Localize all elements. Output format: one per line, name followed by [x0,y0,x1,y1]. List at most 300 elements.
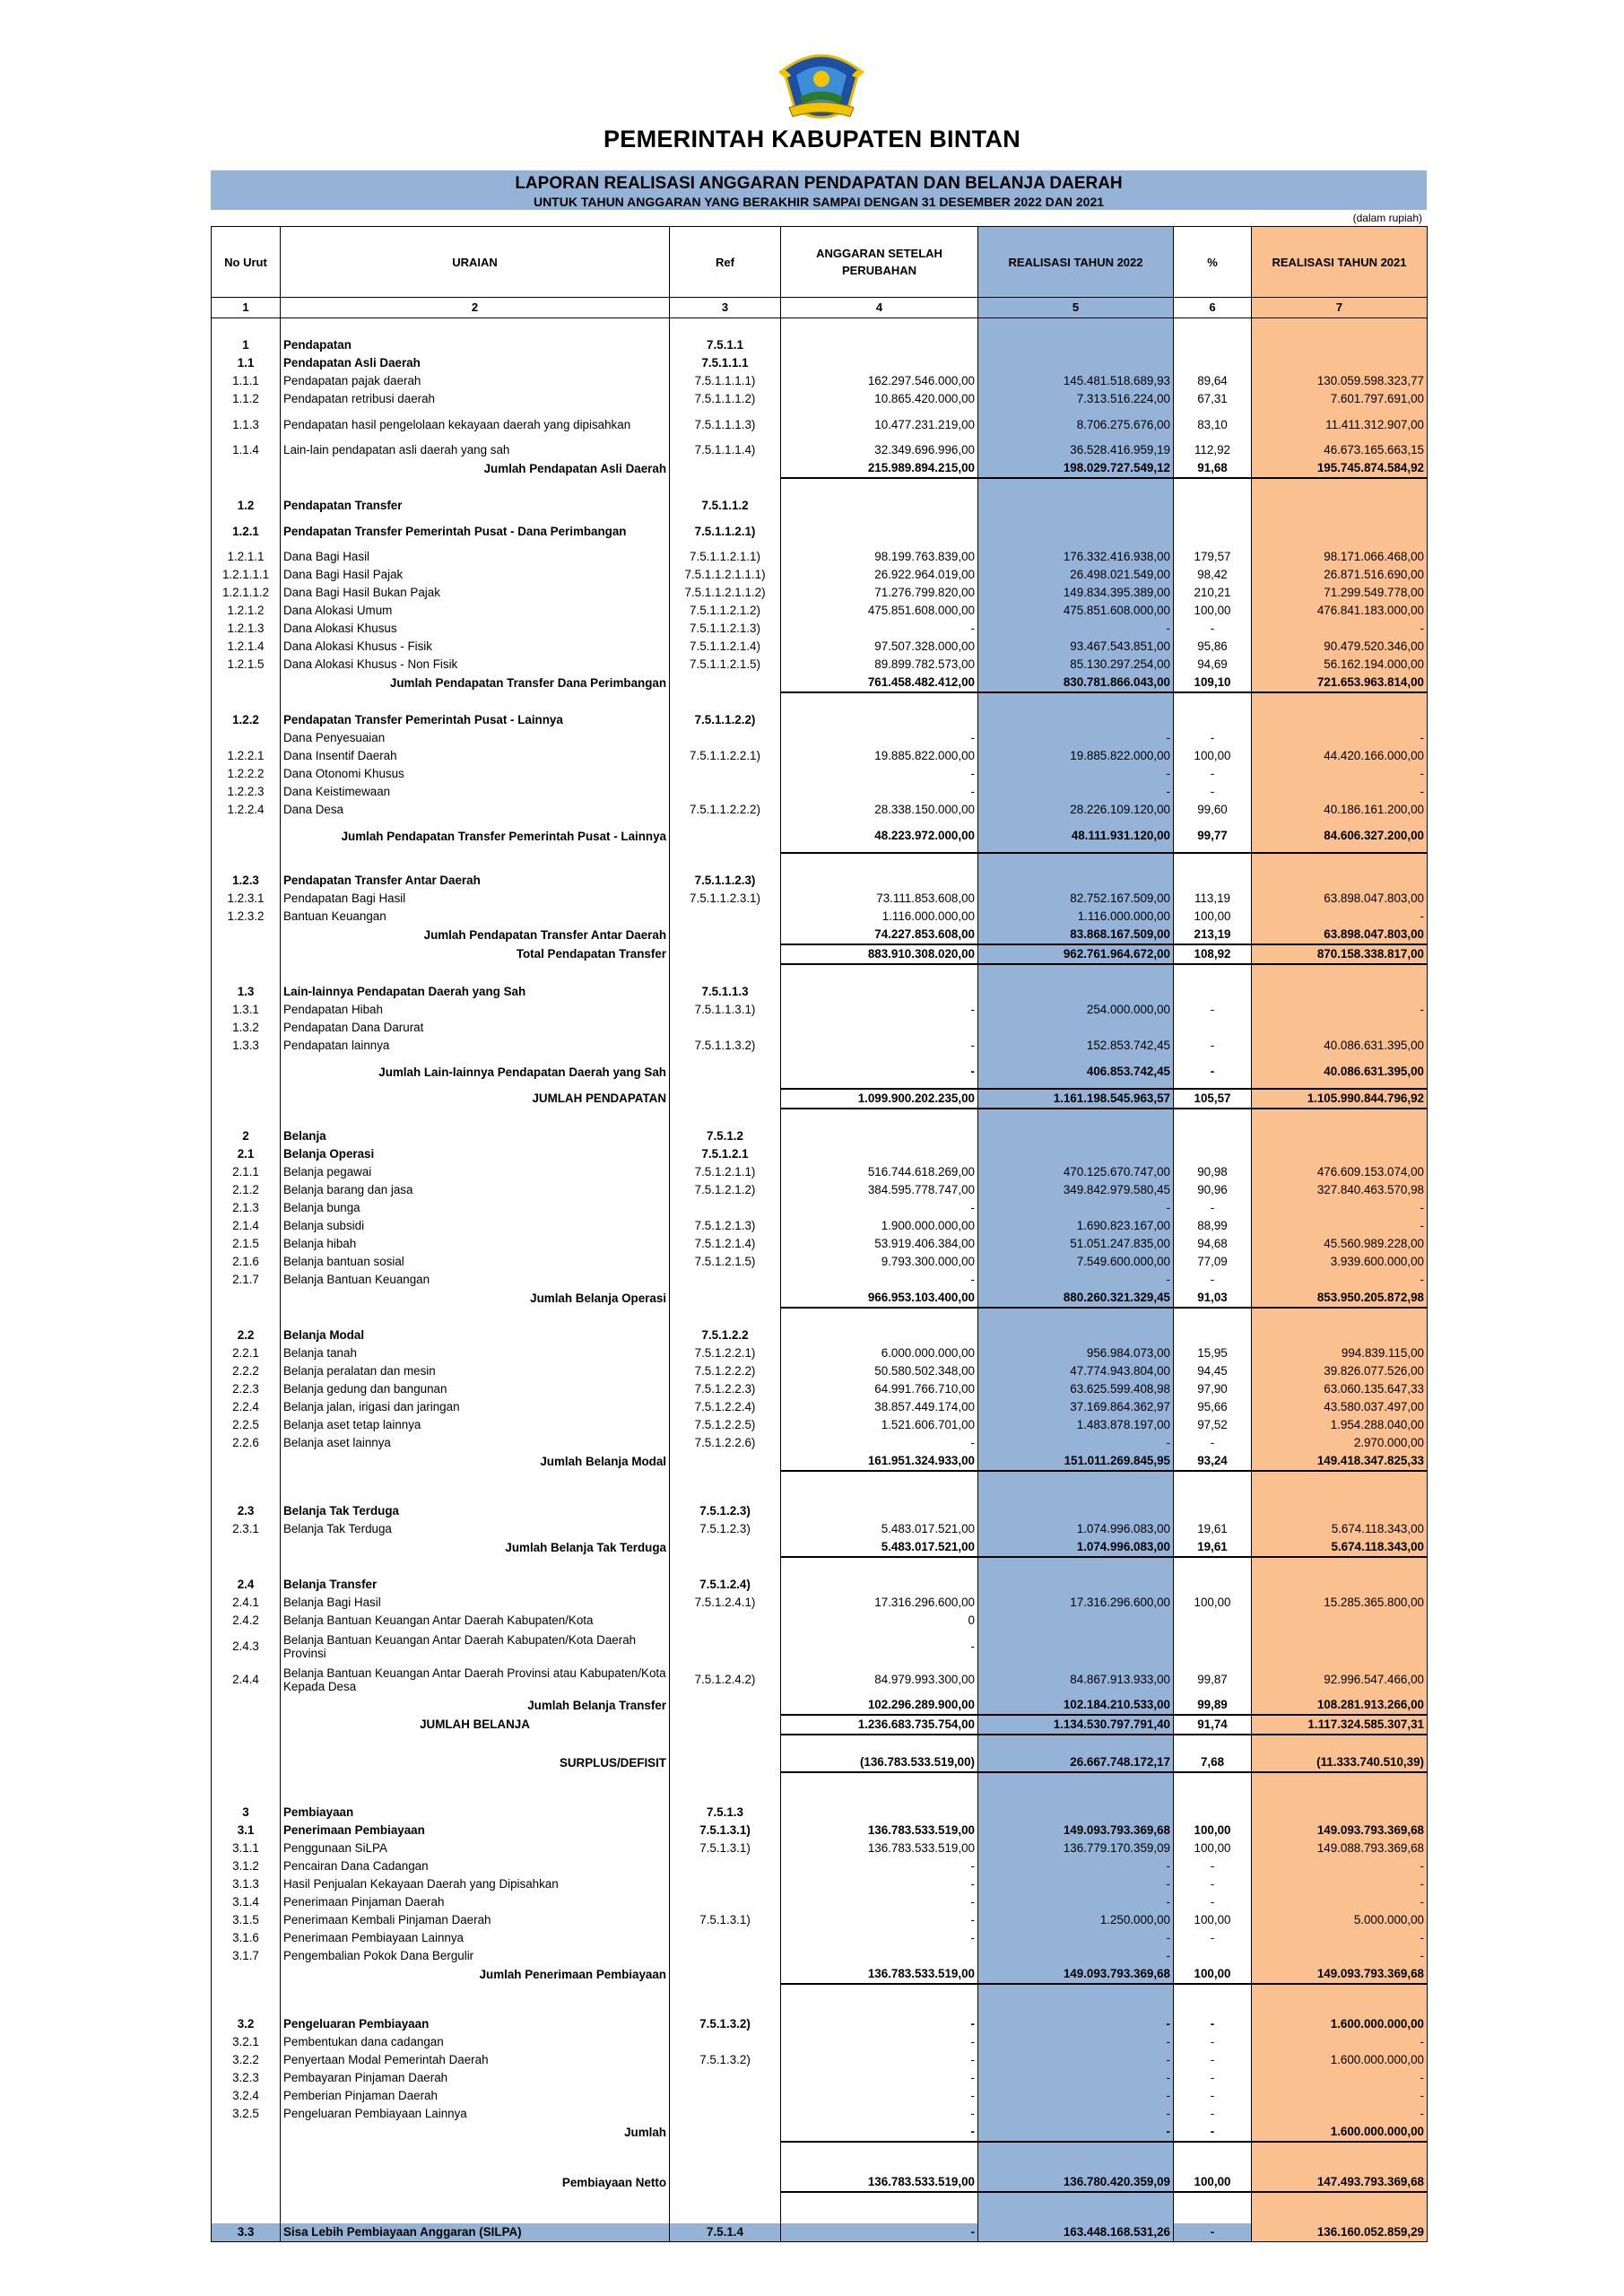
table-total-row [212,1452,1428,1471]
realization-percent [1174,336,1252,354]
row-description: Lain-lainnya Pendapatan Daerah yang Sah [281,983,670,1001]
row-description [281,964,670,983]
realization-2021: - [1252,1875,1428,1893]
row-reference [670,2142,781,2173]
budget-amount [781,2192,978,2223]
row-description: Dana Alokasi Khusus - Non Fisik [281,656,670,674]
row-number [212,926,281,944]
budget-amount: - [781,1857,978,1875]
realization-2021: 26.871.516.690,00 [1252,566,1428,584]
table-row [212,1001,1428,1019]
row-number [212,1452,281,1471]
realization-percent: 99,60 [1174,801,1252,819]
realization-2021: 1.954.288.040,00 [1252,1416,1428,1434]
realization-percent: 95,86 [1174,638,1252,656]
realization-2022: - [978,2051,1174,2069]
table-row [212,1344,1428,1362]
row-reference [670,1965,781,1984]
realization-2022 [978,1471,1174,1502]
row-description: Dana Bagi Hasil Bukan Pajak [281,584,670,602]
row-reference [670,1557,781,1576]
realization-2021: 43.580.037.497,00 [1252,1398,1428,1416]
row-number [212,964,281,983]
realization-percent: 19,61 [1174,1538,1252,1557]
table-row [212,1839,1428,1857]
report-header-band [211,170,1427,210]
realization-2021 [1252,853,1428,872]
realization-percent [1174,2192,1252,2223]
realization-2022: 152.853.742,45 [978,1037,1174,1055]
row-description: Belanja Tak Terduga [281,1520,670,1538]
realization-2021: 40.086.631.395,00 [1252,1055,1428,1089]
row-reference: 7.5.1.1.2 [670,497,781,515]
table-spacer-row [212,1735,1428,1753]
row-description [281,1109,670,1127]
row-number: 2.2.3 [212,1380,281,1398]
realization-2022 [978,1109,1174,1127]
row-description: Dana Bagi Hasil [281,548,670,566]
budget-amount: 516.744.618.269,00 [781,1163,978,1181]
realization-2022 [978,1735,1174,1753]
realization-percent: 100,00 [1174,1965,1252,1984]
row-reference: 7.5.1.1.2.2) [670,711,781,729]
budget-amount [781,515,978,548]
realization-2021 [1252,1109,1428,1127]
realization-percent [1174,318,1252,337]
row-number: 2.4.1 [212,1594,281,1612]
row-description: Belanja Bantuan Keuangan Antar Daerah Kabupaten/Kota Daerah Provinsi [281,1630,670,1663]
row-description: Penerimaan Pembiayaan [281,1822,670,1839]
table-spacer-row [212,1557,1428,1576]
realization-percent: 100,00 [1174,1911,1252,1929]
realization-percent: 100,00 [1174,602,1252,620]
realization-percent: - [1174,1001,1252,1019]
col-number: 4 [781,298,978,318]
row-reference: 7.5.1.1.1.1) [670,372,781,390]
realization-2021 [1252,1127,1428,1145]
realization-2022 [978,1804,1174,1822]
row-reference [670,1089,781,1109]
row-reference: 7.5.1.2.2 [670,1326,781,1344]
realization-percent: 99,87 [1174,1663,1252,1696]
row-reference [670,2105,781,2123]
realization-2021: 92.996.547.466,00 [1252,1663,1428,1696]
realization-percent: - [1174,2033,1252,2051]
realization-percent [1174,1630,1252,1663]
budget-amount: 136.783.533.519,00 [781,1965,978,1984]
row-description: Pemberian Pinjaman Daerah [281,2087,670,2105]
budget-amount: 0 [781,1612,978,1630]
table-total-row [212,1089,1428,1109]
realization-2021: 40.186.161.200,00 [1252,801,1428,819]
table-spacer-row [212,1471,1428,1502]
row-description: Penggunaan SiLPA [281,1839,670,1857]
table-row [212,1217,1428,1235]
row-reference: 7.5.1.1.2.1) [670,515,781,548]
realization-2022: 7.549.600.000,00 [978,1253,1174,1271]
row-description: Pendapatan Dana Darurat [281,1019,670,1037]
regency-crest-icon [777,45,866,126]
unit-note: (dalam rupiah) [1352,212,1422,224]
row-description: Belanja hibah [281,1235,670,1253]
col-number: 1 [212,298,281,318]
row-number [212,692,281,711]
row-number [212,1965,281,1984]
row-number: 1.2.1.1 [212,548,281,566]
realization-percent: 100,00 [1174,908,1252,926]
realization-2021 [1252,1612,1428,1630]
row-reference [670,908,781,926]
report-subtitle: UNTUK TAHUN ANGGARAN YANG BERAKHIR SAMPAI DENGAN 31 DESEMBER 2022 DAN 2021 [533,195,1105,209]
row-reference: 7.5.1.2.4.2) [670,1663,781,1696]
budget-amount: 32.349.696.996,00 [781,441,978,459]
row-reference [670,2033,781,2051]
row-reference: 7.5.1.2.2.2) [670,1362,781,1380]
col-number: 7 [1252,298,1428,318]
realization-2022: 1.116.000.000,00 [978,908,1174,926]
table-total-row [212,819,1428,853]
budget-amount: - [781,620,978,638]
realization-2021: - [1252,765,1428,783]
table-row [212,2105,1428,2123]
table-row [212,1911,1428,1929]
table-total-row [212,1696,1428,1715]
table-total-row [212,2173,1428,2192]
row-reference: 7.5.1.2.2.1) [670,1344,781,1362]
table-total-row [212,944,1428,964]
realization-2021 [1252,1308,1428,1326]
realization-percent: - [1174,2087,1252,2105]
budget-amount: 883.910.308.020,00 [781,944,978,964]
row-description [281,692,670,711]
realization-percent [1174,1804,1252,1822]
budget-amount [781,1947,978,1965]
row-reference: 7.5.1.1.2.1.3) [670,620,781,638]
row-description: Pembentukan dana cadangan [281,2033,670,2051]
row-number: 1.2.1.5 [212,656,281,674]
row-description [281,853,670,872]
row-reference [670,1308,781,1326]
table-row [212,2223,1428,2242]
row-description: Dana Insentif Daerah [281,747,670,765]
col-header-ref: Ref [670,227,781,298]
row-reference [670,1612,781,1630]
budget-amount [781,478,978,497]
realization-2022 [978,336,1174,354]
budget-amount: 17.316.296.600,00 [781,1594,978,1612]
row-description: Belanja Transfer [281,1576,670,1594]
row-reference [670,1199,781,1217]
row-number: 1.2.1.4 [212,638,281,656]
budget-amount: 5.483.017.521,00 [781,1538,978,1557]
realization-percent: 113,19 [1174,890,1252,908]
realization-2022 [978,1145,1174,1163]
row-description: Dana Alokasi Khusus - Fisik [281,638,670,656]
table-row [212,983,1428,1001]
realization-percent: - [1174,2123,1252,2142]
realization-percent: 90,98 [1174,1163,1252,1181]
table-spacer-row [212,1772,1428,1804]
row-reference: 7.5.1.2.2.5) [670,1416,781,1434]
row-reference [670,1271,781,1289]
realization-2021 [1252,1145,1428,1163]
row-description: Pendapatan Transfer [281,497,670,515]
realization-2022 [978,692,1174,711]
realization-2022: 136.779.170.359,09 [978,1839,1174,1857]
row-number [212,1557,281,1576]
budget-amount: 102.296.289.900,00 [781,1696,978,1715]
budget-amount: - [781,2223,978,2242]
realization-2021: 15.285.365.800,00 [1252,1594,1428,1612]
budget-amount [781,692,978,711]
realization-percent: 100,00 [1174,1822,1252,1839]
row-reference [670,783,781,801]
realization-2021 [1252,1502,1428,1520]
table-row [212,497,1428,515]
realization-2022 [978,711,1174,729]
realization-2022 [978,1127,1174,1145]
realization-percent [1174,1326,1252,1344]
row-reference [670,1857,781,1875]
row-reference: 7.5.1.1.1.2) [670,390,781,408]
row-number: 2.2 [212,1326,281,1344]
budget-amount: 38.857.449.174,00 [781,1398,978,1416]
realization-percent: 94,68 [1174,1235,1252,1253]
budget-amount: 215.989.894.215,00 [781,459,978,478]
row-reference [670,729,781,747]
budget-amount [781,1772,978,1804]
realization-2021 [1252,318,1428,337]
regency-crest-logo [777,45,866,126]
row-reference: 7.5.1.2.1.5) [670,1253,781,1271]
budget-amount: - [781,1929,978,1947]
realization-2022 [978,478,1174,497]
row-number [212,2173,281,2192]
table-row [212,801,1428,819]
budget-amount: 162.297.546.000,00 [781,372,978,390]
row-description: Dana Desa [281,801,670,819]
realization-2022: 93.467.543.851,00 [978,638,1174,656]
row-number: 3.1.3 [212,1875,281,1893]
row-number [212,819,281,853]
realization-2021: 5.674.118.343,00 [1252,1520,1428,1538]
realization-2022 [978,1557,1174,1576]
row-reference [670,1538,781,1557]
realization-2021: 870.158.338.817,00 [1252,944,1428,964]
budget-amount [781,983,978,1001]
row-description: Jumlah Penerimaan Pembiayaan [281,1965,670,1984]
realization-2021: 195.745.874.584,92 [1252,459,1428,478]
realization-percent: - [1174,1271,1252,1289]
row-number: 2.1.5 [212,1235,281,1253]
realization-2021: - [1252,2033,1428,2051]
row-reference: 7.5.1.1.1.4) [670,441,781,459]
row-description: Jumlah Belanja Modal [281,1452,670,1471]
row-description [281,1557,670,1576]
realization-percent: 100,00 [1174,1594,1252,1612]
row-number: 1.2.1.3 [212,620,281,638]
realization-2022: 28.226.109.120,00 [978,801,1174,819]
realization-2022: 17.316.296.600,00 [978,1594,1174,1612]
budget-amount: - [781,2087,978,2105]
budget-amount [781,711,978,729]
realization-2021: 327.840.463.570,98 [1252,1181,1428,1199]
realization-2021: 721.653.963.814,00 [1252,674,1428,692]
realization-2022 [978,1326,1174,1344]
realization-2021: 44.420.166.000,00 [1252,747,1428,765]
budget-amount: 50.580.502.348,00 [781,1362,978,1380]
realization-2022: 149.093.793.369,68 [978,1822,1174,1839]
row-reference: 7.5.1.2.2.6) [670,1434,781,1452]
budget-amount: 136.783.533.519,00 [781,1822,978,1839]
budget-amount [781,1326,978,1344]
row-number [212,1696,281,1715]
realization-2022: 36.528.416.959,19 [978,441,1174,459]
realization-2021: 63.898.047.803,00 [1252,890,1428,908]
row-reference: 7.5.1.3.2) [670,2015,781,2033]
row-number: 1.2.3 [212,872,281,890]
realization-2021: 84.606.327.200,00 [1252,819,1428,853]
row-reference [670,1109,781,1127]
realization-percent [1174,1772,1252,1804]
realization-2021 [1252,1630,1428,1663]
realization-percent [1174,1612,1252,1630]
col-header-realisasi-2021: REALISASI TAHUN 2021 [1252,227,1428,298]
realization-2022: 8.706.275.676,00 [978,408,1174,441]
table-row [212,1434,1428,1452]
realization-2022: - [978,783,1174,801]
row-description [281,1471,670,1502]
budget-amount [781,1145,978,1163]
realization-2021 [1252,1576,1428,1594]
government-title: PEMERINTAH KABUPATEN BINTAN [603,126,1021,152]
realization-percent: 97,52 [1174,1416,1252,1434]
realization-percent [1174,354,1252,372]
realization-2022 [978,872,1174,890]
table-row [212,638,1428,656]
budget-amount: - [781,1911,978,1929]
realization-percent: 100,00 [1174,1839,1252,1857]
row-description: Dana Alokasi Umum [281,602,670,620]
realization-2022: - [978,1947,1174,1965]
row-description: Penerimaan Pinjaman Daerah [281,1893,670,1911]
realization-2021 [1252,692,1428,711]
budget-amount [781,1471,978,1502]
row-reference [670,2087,781,2105]
row-number: 3.1.2 [212,1857,281,1875]
realization-percent [1174,1471,1252,1502]
realization-2022: - [978,1434,1174,1452]
row-number [212,2142,281,2173]
realization-2021: - [1252,1001,1428,1019]
row-reference: 7.5.1.2.1 [670,1145,781,1163]
realization-2021: 1.600.000.000,00 [1252,2015,1428,2033]
realization-2021: - [1252,1893,1428,1911]
realization-2022 [978,853,1174,872]
realization-percent: 112,92 [1174,441,1252,459]
realization-2021: 90.479.520.346,00 [1252,638,1428,656]
realization-2021 [1252,497,1428,515]
table-total-row [212,926,1428,944]
realization-2021: - [1252,1947,1428,1965]
budget-amount: 1.900.000.000,00 [781,1217,978,1235]
table-row [212,336,1428,354]
budget-amount: 161.951.324.933,00 [781,1452,978,1471]
table-row [212,711,1428,729]
row-description: Jumlah Pendapatan Transfer Antar Daerah [281,926,670,944]
row-description: Pembayaran Pinjaman Daerah [281,2069,670,2087]
row-number: 2.4.2 [212,1612,281,1630]
realization-2021: 1.105.990.844.796,92 [1252,1089,1428,1109]
budget-amount [781,354,978,372]
realization-percent [1174,964,1252,983]
row-reference [670,1019,781,1037]
realization-percent [1174,1308,1252,1326]
table-row [212,1199,1428,1217]
table-row [212,908,1428,926]
row-description: Pembiayaan Netto [281,2173,670,2192]
row-number: 2.2.2 [212,1362,281,1380]
table-spacer-row [212,2192,1428,2223]
row-description: Jumlah Pendapatan Asli Daerah [281,459,670,478]
budget-amount: 84.979.993.300,00 [781,1663,978,1696]
realization-2021 [1252,1984,1428,2015]
realization-2022: - [978,1857,1174,1875]
budget-amount: 475.851.608.000,00 [781,602,978,620]
col-number: 5 [978,298,1174,318]
realization-2021: 5.674.118.343,00 [1252,1538,1428,1557]
realization-2022: - [978,765,1174,783]
realization-2021: 1.600.000.000,00 [1252,2123,1428,2142]
table-spacer-row [212,692,1428,711]
row-description: Dana Keistimewaan [281,783,670,801]
table-row [212,1929,1428,1947]
budget-amount [781,872,978,890]
table-row [212,1019,1428,1037]
table-row [212,1502,1428,1520]
col-header-no: No Urut [212,227,281,298]
row-reference: 7.5.1.2.2.3) [670,1380,781,1398]
realization-2021: 63.898.047.803,00 [1252,926,1428,944]
row-reference: 7.5.1.1.2.1.1.1) [670,566,781,584]
realization-2022: 85.130.297.254,00 [978,656,1174,674]
budget-amount: 26.922.964.019,00 [781,566,978,584]
row-description: Pengeluaran Pembiayaan Lainnya [281,2105,670,2123]
realization-2022 [978,2142,1174,2173]
budget-amount: 98.199.763.839,00 [781,548,978,566]
realization-percent: 94,45 [1174,1362,1252,1380]
realization-2021: (11.333.740.510,39) [1252,1753,1428,1772]
realization-2021: 149.093.793.369,68 [1252,1965,1428,1984]
realization-2021 [1252,515,1428,548]
budget-amount [781,1804,978,1822]
realization-2022 [978,497,1174,515]
row-description: Dana Bagi Hasil Pajak [281,566,670,584]
table-row [212,1822,1428,1839]
realization-percent [1174,1735,1252,1753]
realization-percent: 109,10 [1174,674,1252,692]
row-number: 1.2.2.1 [212,747,281,765]
realization-percent [1174,853,1252,872]
realization-percent [1174,1145,1252,1163]
row-number: 2.1.7 [212,1271,281,1289]
realization-2021: 71.299.549.778,00 [1252,584,1428,602]
realization-percent: 99,89 [1174,1696,1252,1715]
row-description: Penerimaan Kembali Pinjaman Daerah [281,1911,670,1929]
row-number: 1.2.3.2 [212,908,281,926]
table-row [212,1163,1428,1181]
row-number: 3.1.5 [212,1911,281,1929]
